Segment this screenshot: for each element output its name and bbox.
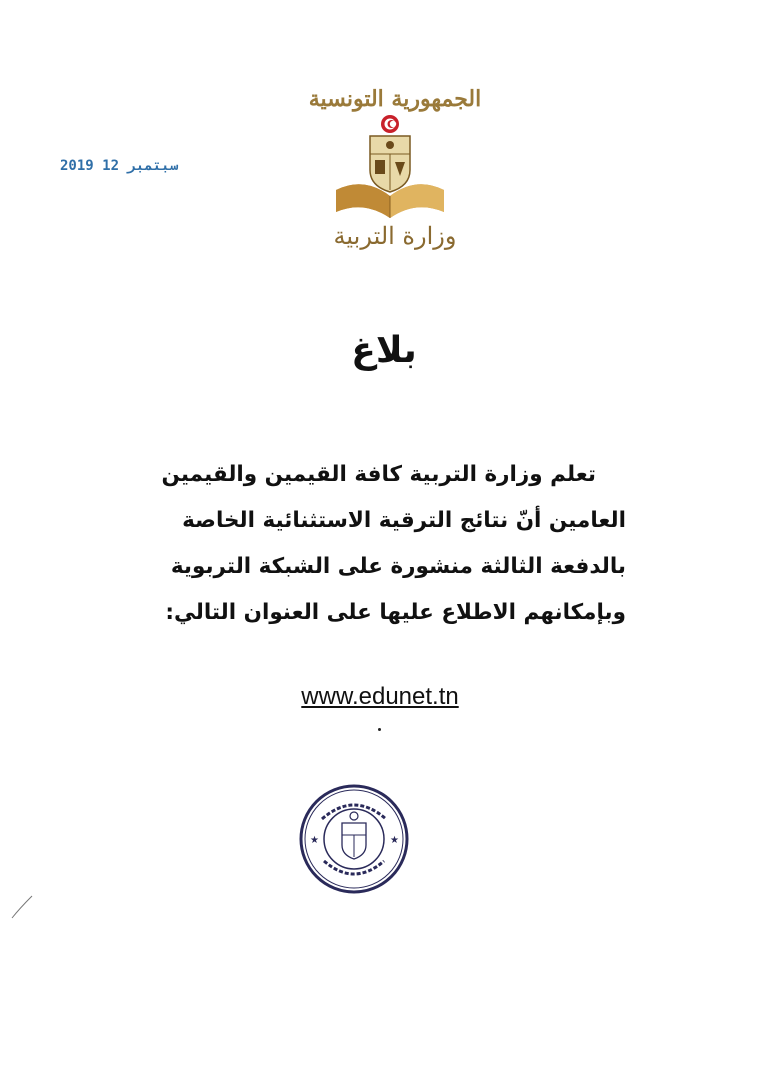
notice-body bbox=[138, 452, 626, 636]
svg-text:★: ★ bbox=[390, 835, 399, 846]
notice-line: تعلم وزارة التربية كافة القيمين والقيمين bbox=[161, 462, 596, 487]
pen-mark bbox=[10, 894, 34, 920]
official-seal-icon bbox=[298, 783, 410, 895]
notice-line: وبإمكانهم الاطلاع عليها على العنوان التالي: bbox=[165, 600, 626, 625]
notice-line: العامين أنّ نتائج الترقية الاستثنائية الخاصة bbox=[182, 508, 626, 533]
ministry-emblem-icon bbox=[330, 112, 450, 222]
edunet-link[interactable]: www.edunet.tn bbox=[301, 683, 459, 710]
notice-line: بالدفعة الثالثة منشورة على الشبكة التربوية bbox=[170, 554, 626, 579]
dot-mark bbox=[378, 728, 381, 731]
republic-heading: الجمهورية التونسية bbox=[308, 86, 482, 112]
svg-text:★: ★ bbox=[310, 835, 319, 846]
date-stamp: 2019 12 سبتمبر bbox=[60, 158, 179, 174]
ministry-heading: وزارة التربية bbox=[333, 222, 457, 250]
notice-title: بلاغ bbox=[351, 330, 417, 371]
